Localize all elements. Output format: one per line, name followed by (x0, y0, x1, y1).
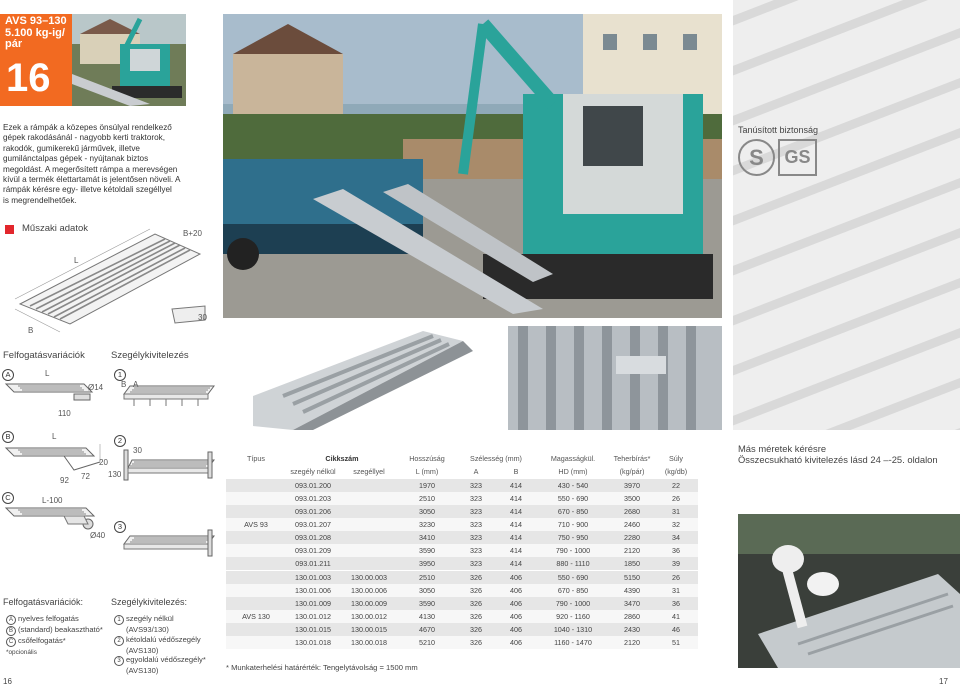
folding-version-line: Összecsukható kivitelezés lásd 24 –-25. oldalon (738, 454, 938, 465)
avs130-group (226, 571, 698, 650)
legend-edge-list (114, 614, 206, 676)
table-cell: 3500 (610, 492, 654, 505)
legend-text: kétoldalú védőszegély (126, 634, 201, 644)
badge-capacity-line1: 5.100 kg-ig/ (5, 27, 65, 39)
table-cell: 406 (496, 636, 536, 649)
legend-mount-item (6, 625, 103, 636)
badge-capacity-line2: pár (5, 38, 23, 50)
type-cell (226, 557, 286, 571)
edge-1-marker: 1 (114, 369, 126, 381)
type-cell (226, 531, 286, 544)
table-cell: 26 (654, 492, 698, 505)
variant-c-d40-label: Ø40 (90, 531, 106, 540)
legend-edge-item (114, 614, 206, 625)
variant-c-marker: C (2, 492, 14, 504)
table-cell: 093.01.209 (286, 544, 340, 557)
table-cell: 326 (456, 623, 496, 636)
intro-line: is megrendelhetőek. (3, 195, 77, 205)
table-cell: 130.00.003 (340, 571, 398, 585)
table-cell: 31 (654, 505, 698, 518)
table-cell: 3050 (398, 505, 456, 518)
s-mark-text: S (749, 145, 764, 170)
col-header: Súly (669, 454, 683, 463)
table-cell: 3590 (398, 544, 456, 557)
table-cell: 22 (654, 479, 698, 493)
table-row (226, 479, 698, 493)
table-row (226, 597, 698, 610)
table-cell: 36 (654, 597, 698, 610)
table-cell: 323 (456, 479, 496, 493)
variant-b-20-label: 20 (99, 458, 108, 467)
table-cell: 326 (456, 597, 496, 610)
intro-line: megoldást. A megerősített rámpa a merevségen (3, 164, 178, 174)
table-cell: 093.01.207 (286, 518, 340, 531)
legend-text: szegély nélkül (126, 614, 174, 623)
table-cell: 51 (654, 636, 698, 649)
type-cell (226, 636, 286, 649)
model-badge (0, 14, 72, 106)
table-cell: 130.00.006 (340, 584, 398, 597)
table-cell: 093.01.200 (286, 479, 340, 493)
table-row (226, 571, 698, 585)
table-cell: 31 (654, 584, 698, 597)
table-cell: 130.00.018 (340, 636, 398, 649)
intro-line: rámpák kérésre egy- illetve kétoldali szegéllyel (3, 185, 172, 195)
col-header: Magasságkül. (550, 454, 596, 463)
type-cell: AVS 130 (226, 610, 286, 623)
col-subheader: L (mm) (415, 467, 439, 476)
table-cell: 430 - 540 (536, 479, 610, 493)
table-cell: 323 (456, 531, 496, 544)
table-cell: 093.01.203 (286, 492, 340, 505)
edge-2-130-label: 130 (108, 470, 122, 479)
table-cell: 550 - 690 (536, 492, 610, 505)
type-cell (226, 479, 286, 493)
edge-2-marker: 2 (114, 435, 126, 447)
table-footnote: * Munkaterhelési határérték: Tengelytávolság = 1500 mm (226, 663, 418, 672)
variant-a-marker: A (2, 369, 14, 381)
table-cell: 130.01.015 (286, 623, 340, 636)
table-cell: 4130 (398, 610, 456, 623)
variant-b-92-label: 92 (60, 476, 69, 485)
ramp-edge-closeup-photo (508, 326, 722, 430)
table-cell: 130.01.018 (286, 636, 340, 649)
legend-text: (AVS93/130) (126, 625, 169, 634)
gs-mark-icon (778, 139, 817, 176)
col-subheader: B (513, 467, 519, 476)
table-cell (340, 492, 398, 505)
legend-mount-title: Felfogatásvariációk: (3, 597, 84, 607)
legend-text: nyelves felfogatás (18, 614, 79, 623)
legend-mark: B (6, 626, 16, 636)
legend-text: csőfelfogatás* (18, 636, 66, 645)
variant-a-drawing (4, 376, 96, 416)
variant-a-d14-label: Ø14 (88, 383, 104, 392)
col-header: Típus (247, 454, 265, 463)
table-subheader-row (226, 465, 698, 479)
table-cell: 414 (496, 544, 536, 557)
table-row (226, 610, 698, 623)
table-cell: 093.01.206 (286, 505, 340, 518)
table-cell: 323 (456, 518, 496, 531)
table-cell: 790 - 1000 (536, 597, 610, 610)
table-cell: 750 - 950 (536, 531, 610, 544)
type-cell: AVS 93 (226, 518, 286, 531)
table-cell (340, 531, 398, 544)
table-cell: 414 (496, 531, 536, 544)
col-header: Cikkszám (325, 454, 359, 463)
table-cell: 130.00.015 (340, 623, 398, 636)
table-cell: 130.01.012 (286, 610, 340, 623)
intro-line: rakodók, gumikerekű járművek, illetve (3, 143, 140, 153)
legend-mark: A (6, 615, 16, 625)
table-cell: 36 (654, 544, 698, 557)
table-cell: 3470 (610, 597, 654, 610)
table-cell: 093.01.208 (286, 531, 340, 544)
table-cell: 1850 (610, 557, 654, 571)
table-cell: 130.01.006 (286, 584, 340, 597)
table-cell: 41 (654, 610, 698, 623)
table-cell: 414 (496, 479, 536, 493)
col-subheader: A (473, 467, 479, 476)
table-cell: 2430 (610, 623, 654, 636)
col-subheader: (kg/pár) (619, 467, 645, 476)
edge-1-a-label: A (133, 380, 139, 389)
type-cell (226, 544, 286, 557)
legend-mark: 2 (114, 636, 124, 646)
variant-b-72-label: 72 (81, 472, 90, 481)
table-cell: 670 - 850 (536, 505, 610, 518)
variant-b-l-label: L (52, 432, 57, 441)
col-subheader: szegély nélkül (290, 467, 336, 476)
edge-1-b-label: B (121, 380, 127, 389)
other-sizes-line: Más méretek kérésre (738, 443, 827, 454)
table-cell: 920 - 1160 (536, 610, 610, 623)
edge-2-30-label: 30 (133, 446, 142, 455)
table-cell: 2860 (610, 610, 654, 623)
table-row (226, 636, 698, 649)
table-cell: 130.01.003 (286, 571, 340, 585)
type-cell (226, 597, 286, 610)
edge-3-marker: 3 (114, 521, 126, 533)
table-cell: 1160 - 1470 (536, 636, 610, 649)
table-cell: 2460 (610, 518, 654, 531)
type-cell (226, 492, 286, 505)
table-cell: 323 (456, 492, 496, 505)
legend-text: (AVS130) (126, 666, 159, 675)
table-cell: 3590 (398, 597, 456, 610)
table-cell: 710 - 900 (536, 518, 610, 531)
legend-mark: C (6, 637, 16, 647)
table-row (226, 584, 698, 597)
intro-text (3, 123, 216, 206)
table-cell: 326 (456, 610, 496, 623)
edge-variants-heading: Szegélykivitelezés (111, 350, 189, 361)
variant-a-110-label: 110 (58, 409, 71, 418)
table-row (226, 557, 698, 571)
legend-text: (AVS130) (126, 645, 159, 655)
certification-logos (738, 139, 816, 174)
table-cell: 2510 (398, 492, 456, 505)
table-cell (340, 518, 398, 531)
table-cell: 880 - 1110 (536, 557, 610, 571)
table-cell: 414 (496, 557, 536, 571)
handling-glove-photo (738, 514, 960, 668)
table-cell: 093.01.211 (286, 557, 340, 571)
table-cell: 790 - 1000 (536, 544, 610, 557)
table-cell: 326 (456, 636, 496, 649)
type-cell (226, 571, 286, 585)
ramp-3d-drawing (0, 224, 216, 342)
page-number-left: 16 (3, 677, 12, 686)
dim-30-label: 30 (198, 313, 207, 322)
col-header: Hosszúság (409, 454, 445, 463)
dim-b-label: B (28, 326, 34, 335)
legend-mark: 1 (114, 615, 124, 625)
edge-3-drawing (118, 528, 218, 566)
badge-model: AVS 93–130 (5, 15, 67, 27)
table-row (226, 492, 698, 505)
table-cell (340, 505, 398, 518)
table-cell: 406 (496, 571, 536, 585)
col-subheader: szegéllyel (353, 467, 385, 476)
variant-a-l-label: L (45, 369, 50, 378)
table-cell: 4670 (398, 623, 456, 636)
legend-mount-item (6, 614, 103, 625)
table-row (226, 531, 698, 544)
table-cell: 323 (456, 505, 496, 518)
variant-b-marker: B (2, 431, 14, 443)
table-cell: 5210 (398, 636, 456, 649)
legend-edge-item (114, 655, 206, 666)
legend-text: (standard) beakasztható* (18, 625, 103, 634)
badge-section-number: 16 (6, 56, 51, 100)
page-number-right: 17 (939, 677, 948, 686)
table-cell: 406 (496, 597, 536, 610)
table-cell: 2510 (398, 571, 456, 585)
avs93-group (226, 479, 698, 571)
certification-label: Tanúsított biztonság (738, 125, 819, 135)
ramp-profile-photo (223, 326, 502, 430)
table-cell: 3230 (398, 518, 456, 531)
gs-mark-text: GS (784, 147, 811, 167)
optional-note: *opcionális (6, 649, 37, 656)
mount-variants-heading: Felfogatásvariációk (3, 350, 85, 361)
table-cell: 130.00.012 (340, 610, 398, 623)
table-cell: 550 - 690 (536, 571, 610, 585)
table-cell: 323 (456, 557, 496, 571)
table-cell: 39 (654, 557, 698, 571)
table-row (226, 518, 698, 531)
intro-line: kívül a termék élettartamát is jelentősen növeli. A (3, 175, 181, 185)
table-cell: 34 (654, 531, 698, 544)
table-row (226, 623, 698, 636)
main-excavator-photo (223, 14, 722, 318)
table-cell: 46 (654, 623, 698, 636)
col-header: Szélesség (mm) (470, 454, 522, 463)
table-row (226, 544, 698, 557)
table-cell: 414 (496, 492, 536, 505)
table-cell: 3050 (398, 584, 456, 597)
table-cell: 1970 (398, 479, 456, 493)
table-cell: 326 (456, 584, 496, 597)
legend-mount-item (6, 636, 103, 647)
legend-text: egyoldalú védőszegély* (126, 655, 206, 664)
table-cell: 414 (496, 518, 536, 531)
table-cell: 2120 (610, 636, 654, 649)
table-cell: 406 (496, 584, 536, 597)
legend-edge-title: Szegélykivitelezés: (111, 597, 188, 607)
legend-mark: 3 (114, 656, 124, 666)
table-cell: 2120 (610, 544, 654, 557)
table-cell: 1040 - 1310 (536, 623, 610, 636)
s-mark-icon (738, 139, 775, 176)
variant-c-l100-label: L-100 (42, 496, 63, 505)
type-cell (226, 623, 286, 636)
table-row (226, 505, 698, 518)
intro-line: gumilánctalpas gépek - nyújtanak biztos (3, 154, 149, 164)
table-cell (340, 479, 398, 493)
type-cell (226, 505, 286, 518)
right-stripes-background (733, 0, 960, 430)
table-cell: 2280 (610, 531, 654, 544)
table-header-row (226, 452, 698, 465)
table-cell: 406 (496, 623, 536, 636)
legend-mount-list (6, 614, 103, 658)
table-cell (340, 557, 398, 571)
intro-line: gépek rakodásánál - nagyobb kerti traktorok, (3, 133, 166, 143)
col-subheader: HD (mm) (558, 467, 588, 476)
legend-edge-item (114, 635, 206, 646)
table-cell: 2680 (610, 505, 654, 518)
variant-b-drawing (4, 440, 110, 488)
table-cell: 3950 (398, 557, 456, 571)
table-cell: 414 (496, 505, 536, 518)
table-cell: 3410 (398, 531, 456, 544)
table-cell: 323 (456, 544, 496, 557)
type-cell (226, 584, 286, 597)
col-header: Teherbírás* (613, 454, 651, 463)
table-cell: 670 - 850 (536, 584, 610, 597)
table-cell: 3970 (610, 479, 654, 493)
table-cell: 32 (654, 518, 698, 531)
tech-data-heading: Műszaki adatok (22, 223, 89, 234)
table-cell: 406 (496, 610, 536, 623)
col-subheader: (kg/db) (664, 467, 688, 476)
other-sizes-note (738, 443, 938, 465)
table-cell: 326 (456, 571, 496, 585)
intro-line: Ezek a rámpák a közepes önsúlyal rendelkező (3, 123, 172, 132)
table-cell: 26 (654, 571, 698, 585)
table-cell (340, 544, 398, 557)
table-cell: 130.00.009 (340, 597, 398, 610)
dim-l-label: L (74, 256, 79, 265)
spec-table (226, 452, 698, 649)
table-cell: 4390 (610, 584, 654, 597)
table-cell: 5150 (610, 571, 654, 585)
dim-b20-label: B+20 (183, 229, 202, 238)
table-cell: 130.01.009 (286, 597, 340, 610)
